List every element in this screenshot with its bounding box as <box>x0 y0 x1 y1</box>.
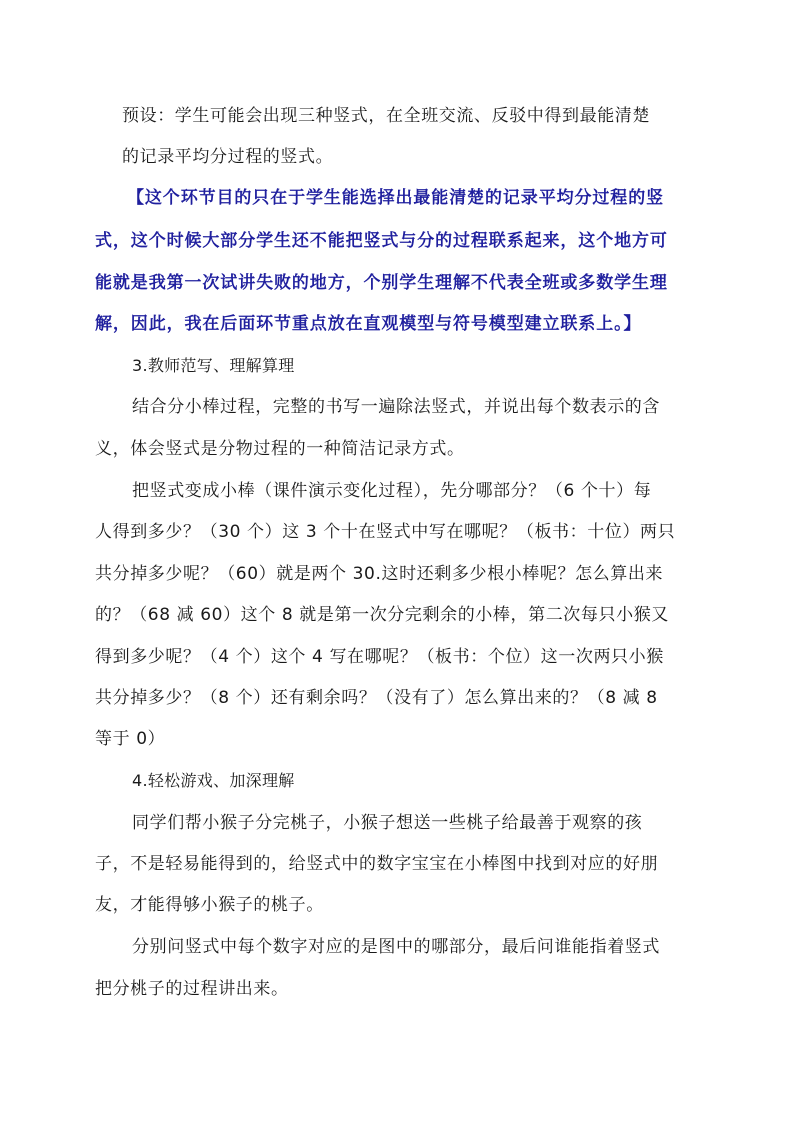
section-3-p1-line-2: 义，体会竖式是分物过程的一种简洁记录方式。 <box>95 439 465 459</box>
section-4-p2-line-1: 分别问竖式中每个数字对应的是图中的哪部分，最后问谁能指着竖式 <box>132 937 660 957</box>
section-3-heading: 3.教师范写、理解算理 <box>132 356 295 375</box>
reflection-note-line-3: 能就是我第一次试讲失败的地方，个别学生理解不代表全班或多数学生理 <box>95 273 668 293</box>
section-3-p2-line-1: 把竖式变成小棒（课件演示变化过程），先分哪部分？（6 个十）每 <box>132 481 652 501</box>
preset-line-1: 预设：学生可能会出现三种竖式，在全班交流、反驳中得到最能清楚 <box>122 106 650 126</box>
section-3-p2-line-7: 等于 0） <box>95 729 166 749</box>
section-4-p1-line-1: 同学们帮小猴子分完桃子，小猴子想送一些桃子给最善于观察的孩 <box>132 813 643 833</box>
reflection-note-line-2: 式，这个时候大部分学生还不能把竖式与分的过程联系起来，这个地方可 <box>95 231 668 251</box>
preset-line-2: 的记录平均分过程的竖式。 <box>122 147 334 167</box>
section-3-p2-line-3: 共分掉多少呢？（60）就是两个 30.这时还剩多少根小棒呢？怎么算出来 <box>95 564 664 584</box>
section-3-p2-line-2: 人得到多少？（30 个）这 3 个十在竖式中写在哪呢？（板书：十位）两只 <box>95 522 676 542</box>
section-3-p2-line-5: 得到多少呢？（4 个）这个 4 写在哪呢？（板书：个位）这一次两只小猴 <box>95 647 664 667</box>
section-4-p1-line-3: 友，才能得够小猴子的桃子。 <box>95 895 324 915</box>
section-4-p1-line-2: 子，不是轻易能得到的，给竖式中的数字宝宝在小棒图中找到对应的好朋 <box>95 854 659 874</box>
section-3-p1-line-1: 结合分小棒过程，完整的书写一遍除法竖式，并说出每个数表示的含 <box>132 397 660 417</box>
section-3-p2-line-6: 共分掉多少？（8 个）还有剩余吗？（没有了）怎么算出来的？（8 减 8 <box>95 688 658 708</box>
reflection-note-line-4: 解，因此，我在后面环节重点放在直观模型与符号模型建立联系上。】 <box>95 314 642 334</box>
section-4-heading: 4.轻松游戏、加深理解 <box>132 771 295 790</box>
section-4-p2-line-2: 把分桃子的过程讲出来。 <box>95 979 289 999</box>
reflection-note-line-1: 【这个环节目的只在于学生能选择出最能清楚的记录平均分过程的竖 <box>127 188 664 208</box>
section-3-p2-line-4: 的？（68 减 60）这个 8 就是第一次分完剩余的小棒，第二次每只小猴又 <box>95 605 669 625</box>
